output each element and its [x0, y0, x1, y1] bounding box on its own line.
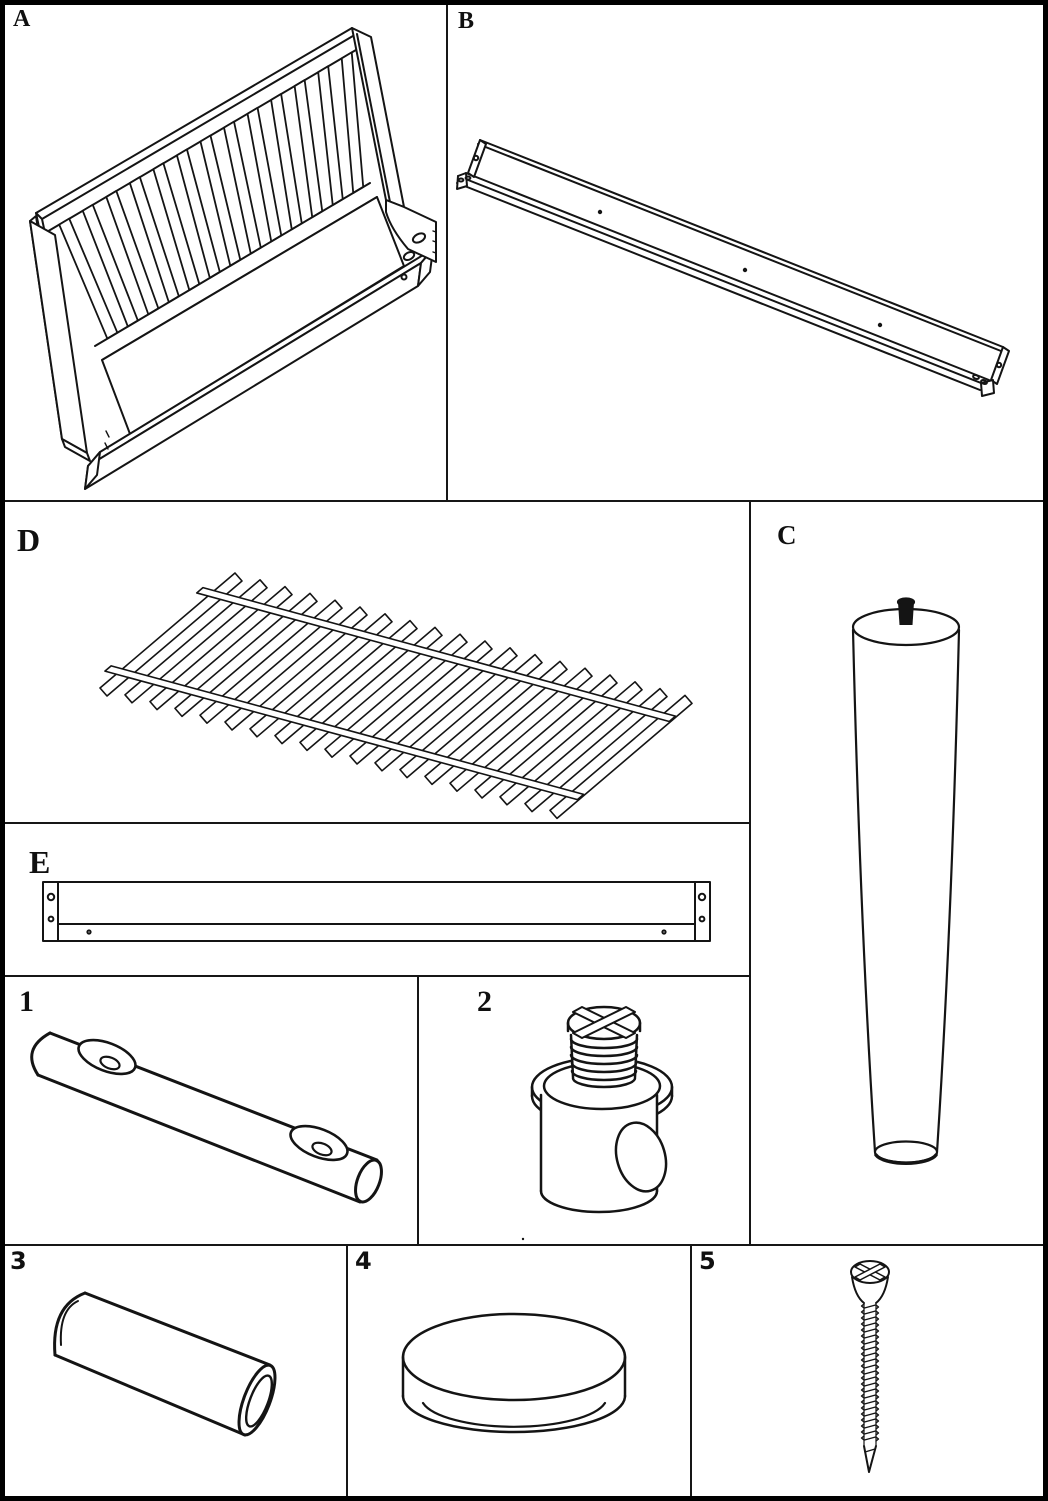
panel-d: [5, 502, 751, 824]
screw-drawing: [692, 1246, 1043, 1496]
dowel-drawing: [5, 1246, 346, 1496]
panel-3: [5, 1246, 348, 1496]
panel-5: [692, 1246, 1043, 1496]
panel-1-label: 1: [19, 985, 34, 1018]
panel-1: [5, 977, 419, 1246]
panel-3-label: 3: [10, 1247, 27, 1275]
panel-a-label: A: [13, 6, 31, 32]
panel-d-label: D: [17, 522, 41, 558]
slat-roll-drawing: [5, 502, 749, 822]
panel-c-label: C: [777, 520, 797, 550]
panel-c: [751, 502, 1043, 1246]
panel-e: [5, 824, 751, 977]
support-rail-drawing: [5, 824, 749, 975]
cross-bar-drawing: [5, 977, 417, 1244]
panel-2: [419, 977, 751, 1246]
panel-e-label: E: [29, 844, 51, 880]
panel-5-label: 5: [699, 1247, 716, 1275]
leg-drawing: [751, 502, 1043, 1244]
panel-a: [5, 5, 448, 502]
screw-threads: [862, 1304, 879, 1446]
panel-2-label: 2: [477, 985, 492, 1018]
pad-drawing: [348, 1246, 690, 1496]
headboard-drawing: [5, 5, 446, 500]
panel-b-label: B: [458, 8, 475, 34]
panel-b: [448, 5, 1043, 502]
panel-4-label: 4: [355, 1247, 372, 1275]
side-rail-drawing: [448, 5, 1043, 500]
cam-insert-drawing: [419, 977, 749, 1244]
panel-4: [348, 1246, 692, 1496]
